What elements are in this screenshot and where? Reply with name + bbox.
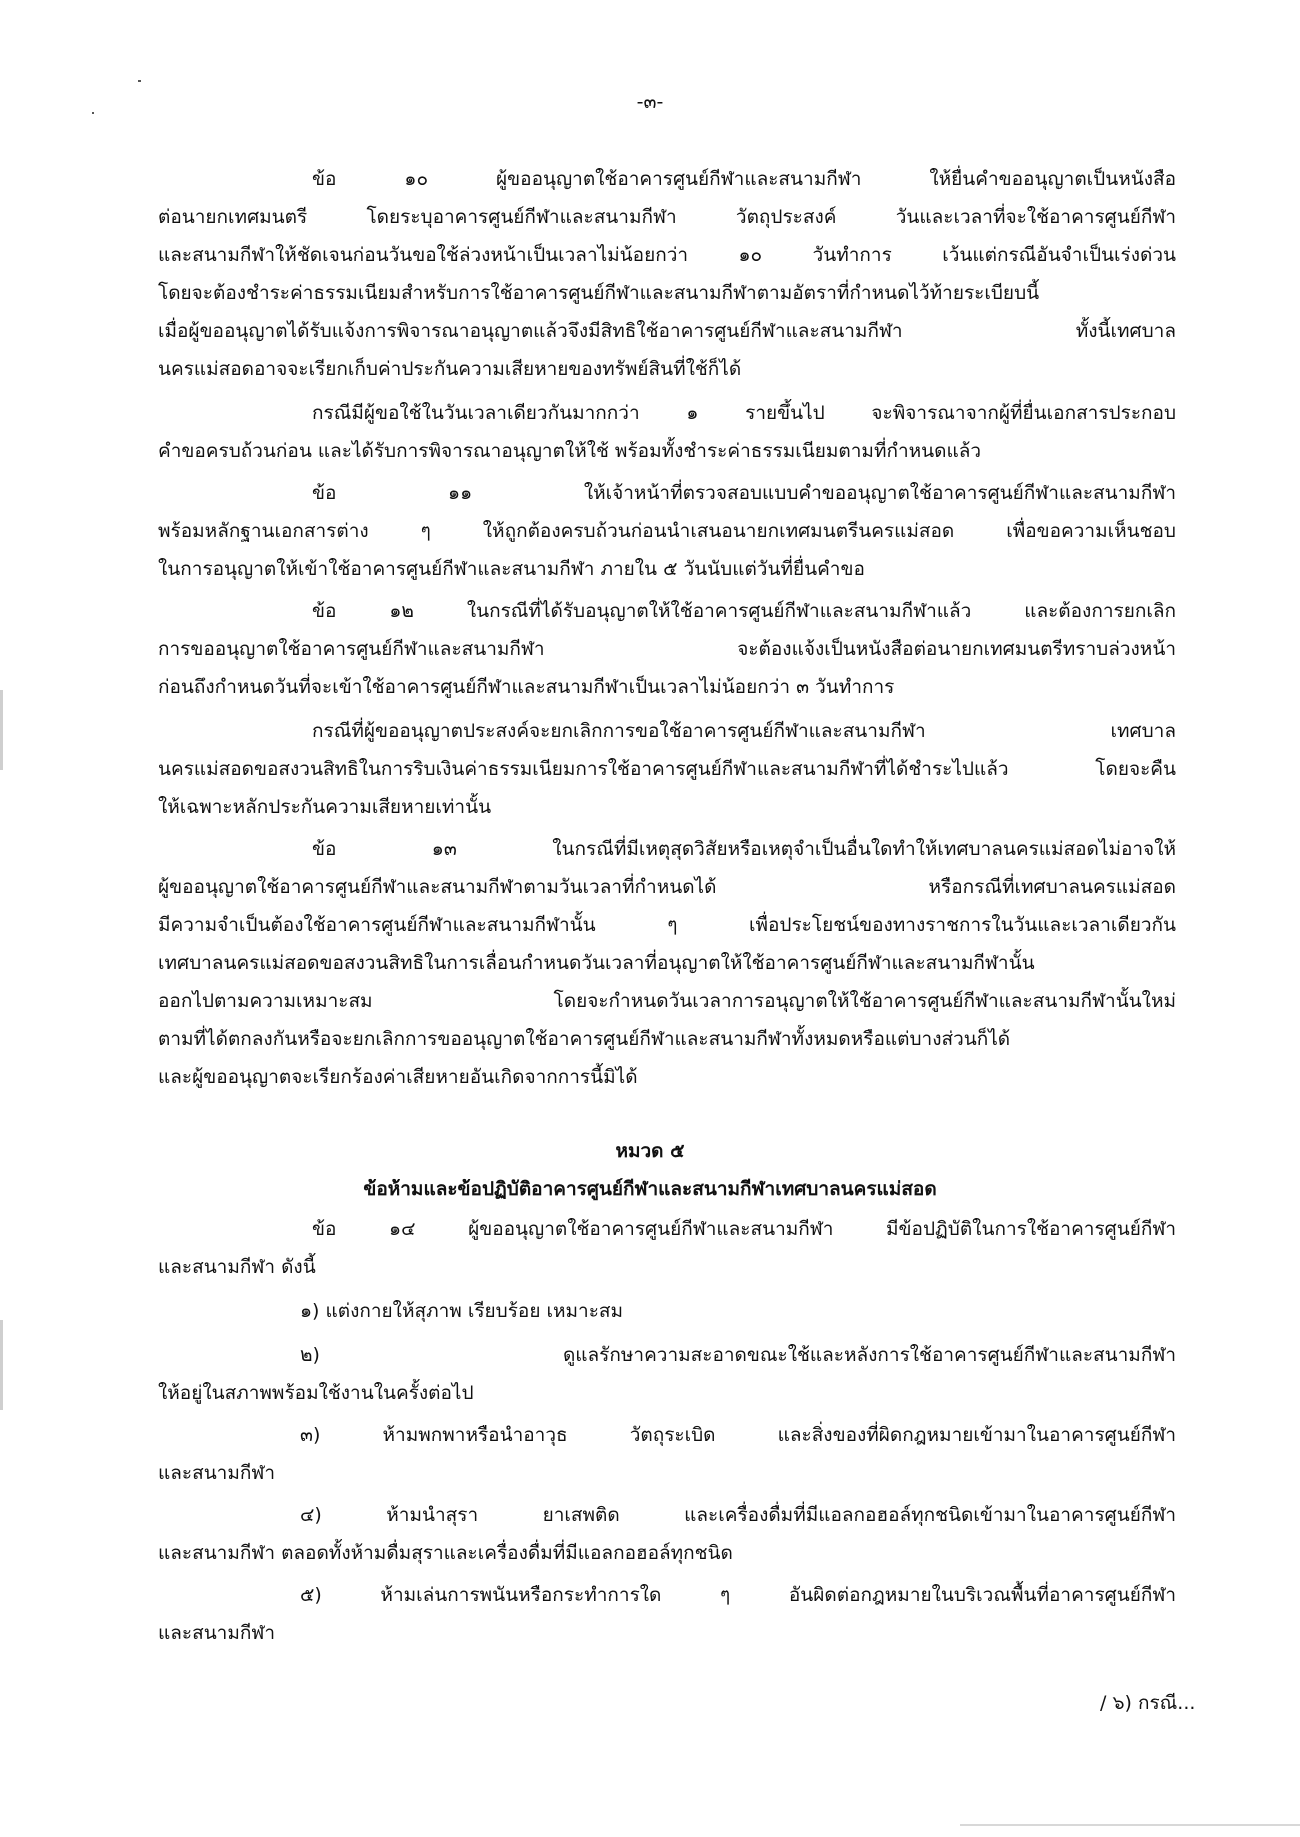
clause-10-para2-line-1: กรณีมีผู้ขอใช้ในวันเวลาเดียวกันมากกว่า ๑ รายขึ้นไป จะพิจารณาจากผู้ที่ยื่นเอกสารประกอบ <box>312 402 1176 424</box>
clause-13-line-2: ผู้ขออนุญาตใช้อาคารศูนย์กีฬาและสนามกีฬาตามวันเวลาที่กำหนดได้ หรือกรณีที่เทศบาลนครแม่สอด <box>158 876 1176 898</box>
clause-14-item-5-line-1: ๕) ห้ามเล่นการพนันหรือกระทำการใด ๆ อันผิดต่อกฎหมายในบริเวณพื้นที่อาคารศูนย์กีฬา <box>300 1584 1176 1606</box>
clause-13-line-6: ตามที่ได้ตกลงกันหรือจะยกเลิกการขออนุญาตใช้อาคารศูนย์กีฬาและสนามกีฬาทั้งหมดหรือแต่บางส่วนก็ได้ <box>158 1028 1011 1050</box>
page-number: -๓- <box>636 91 664 113</box>
clause-11-line-1: ข้อ ๑๑ ให้เจ้าหน้าที่ตรวจสอบแบบคำขออนุญาตใช้อาคารศูนย์กีฬาและสนามกีฬา <box>312 482 1176 504</box>
clause-11-line-2: พร้อมหลักฐานเอกสารต่าง ๆ ให้ถูกต้องครบถ้วนก่อนนำเสนอนายกเทศมนตรีนครแม่สอด เพื่อขอความเห็นชอบ <box>158 520 1176 542</box>
clause-14-line-1: ข้อ ๑๔ ผู้ขออนุญาตใช้อาคารศูนย์กีฬาและสนามกีฬา มีข้อปฏิบัติในการใช้อาคารศูนย์กีฬา <box>312 1218 1176 1240</box>
scan-speck <box>138 80 141 82</box>
clause-12-line-1: ข้อ ๑๒ ในกรณีที่ได้รับอนุญาตให้ใช้อาคารศูนย์กีฬาและสนามกีฬาแล้ว และต้องการยกเลิก <box>312 600 1176 622</box>
clause-12-line-3: ก่อนถึงกำหนดวันที่จะเข้าใช้อาคารศูนย์กีฬาและสนามกีฬาเป็นเวลาไม่น้อยกว่า ๓ วันทำการ <box>158 676 895 698</box>
clause-13-line-3: มีความจำเป็นต้องใช้อาคารศูนย์กีฬาและสนามกีฬานั้น ๆ เพื่อประโยชน์ของทางราชการในวันและเวลาเดียวกัน <box>158 914 1176 936</box>
clause-14-item-3-line-2: และสนามกีฬา <box>158 1462 276 1484</box>
clause-10-line-1: ข้อ ๑๐ ผู้ขออนุญาตใช้อาคารศูนย์กีฬาและสนามกีฬา ให้ยื่นคำขออนุญาตเป็นหนังสือ <box>312 168 1176 190</box>
clause-10-para2-line-2: คำขอครบถ้วนก่อน และได้รับการพิจารณาอนุญาตให้ใช้ พร้อมทั้งชำระค่าธรรมเนียมตามที่กำหนดแล้ว <box>158 440 982 462</box>
clause-13-line-5: ออกไปตามความเหมาะสม โดยจะกำหนดวันเวลาการอนุญาตให้ใช้อาคารศูนย์กีฬาและสนามกีฬานั้นใหม่ <box>158 990 1176 1012</box>
clause-10-line-6: นครแม่สอดอาจจะเรียกเก็บค่าประกันความเสียหายของทรัพย์สินที่ใช้ก็ได้ <box>158 358 742 380</box>
scan-bottom-rule <box>960 1824 1300 1826</box>
clause-14-item-3-line-1: ๓) ห้ามพกพาหรือนำอาวุธ วัตถุระเบิด และสิ่งของที่ผิดกฎหมายเข้ามาในอาคารศูนย์กีฬา <box>300 1424 1176 1446</box>
clause-12-para2-line-2: นครแม่สอดขอสงวนสิทธิในการริบเงินค่าธรรมเนียมการใช้อาคารศูนย์กีฬาและสนามกีฬาที่ได้ชำระไปแล้ว โดยจะคืน <box>158 758 1176 780</box>
clause-14-item-1: ๑) แต่งกายให้สุภาพ เรียบร้อย เหมาะสม <box>300 1300 624 1322</box>
clause-14-item-2-line-2: ให้อยู่ในสภาพพร้อมใช้งานในครั้งต่อไป <box>158 1382 474 1404</box>
clause-11-line-3: ในการอนุญาตให้เข้าใช้อาคารศูนย์กีฬาและสนามกีฬา ภายใน ๕ วันนับแต่วันที่ยื่นคำขอ <box>158 558 865 580</box>
chapter-5-subtitle: ข้อห้ามและข้อปฏิบัติอาคารศูนย์กีฬาและสนามกีฬาเทศบาลนครแม่สอด <box>363 1178 937 1200</box>
clause-14-line-2: และสนามกีฬา ดังนี้ <box>158 1256 316 1278</box>
clause-12-line-2: การขออนุญาตใช้อาคารศูนย์กีฬาและสนามกีฬา จะต้องแจ้งเป็นหนังสือต่อนายกเทศมนตรีทราบล่วงหน้า <box>158 638 1176 660</box>
clause-12-para2-line-3: ให้เฉพาะหลักประกันความเสียหายเท่านั้น <box>158 796 492 818</box>
clause-12-para2-line-1: กรณีที่ผู้ขออนุญาตประสงค์จะยกเลิกการขอใช้อาคารศูนย์กีฬาและสนามกีฬา เทศบาล <box>312 720 1176 742</box>
chapter-5-title: หมวด ๕ <box>615 1140 685 1162</box>
clause-10-line-3: และสนามกีฬาให้ชัดเจนก่อนวันขอใช้ล่วงหน้าเป็นเวลาไม่น้อยกว่า ๑๐ วันทำการ เว้นแต่กรณีอันจำเป็นเร่งด่วน <box>158 244 1176 266</box>
clause-10-line-4: โดยจะต้องชำระค่าธรรมเนียมสำหรับการใช้อาคารศูนย์กีฬาและสนามกีฬาตามอัตราที่กำหนดไว้ท้ายระเบียบนี้ <box>158 282 1040 304</box>
scan-edge-shadow <box>0 1320 3 1410</box>
clause-14-item-4-line-2: และสนามกีฬา ตลอดทั้งห้ามดื่มสุราและเครื่องดื่มที่มีแอลกอฮอล์ทุกชนิด <box>158 1542 733 1564</box>
clause-13-line-1: ข้อ ๑๓ ในกรณีที่มีเหตุสุดวิสัยหรือเหตุจำเป็นอื่นใดทำให้เทศบาลนครแม่สอดไม่อาจให้ <box>312 838 1176 860</box>
clause-14-item-5-line-2: และสนามกีฬา <box>158 1622 276 1644</box>
continuation-marker: / ๖) กรณี... <box>1100 1692 1196 1714</box>
scan-edge-shadow <box>0 690 3 770</box>
clause-13-line-7: และผู้ขออนุญาตจะเรียกร้องค่าเสียหายอันเกิดจากการนี้มิได้ <box>158 1066 638 1088</box>
clause-13-line-4: เทศบาลนครแม่สอดขอสงวนสิทธิในการเลื่อนกำหนดวันเวลาที่อนุญาตให้ใช้อาคารศูนย์กีฬาและสนามกีฬานั้น <box>158 952 1035 974</box>
clause-14-item-4-line-1: ๔) ห้ามนำสุรา ยาเสพติด และเครื่องดื่มที่มีแอลกอฮอล์ทุกชนิดเข้ามาในอาคารศูนย์กีฬา <box>300 1504 1176 1526</box>
clause-10-line-5: เมื่อผู้ขออนุญาตได้รับแจ้งการพิจารณาอนุญาตแล้วจึงมีสิทธิใช้อาคารศูนย์กีฬาและสนามกีฬา ทั้งนี้เทศบาล <box>158 320 1176 342</box>
clause-10-line-2: ต่อนายกเทศมนตรี โดยระบุอาคารศูนย์กีฬาและสนามกีฬา วัตถุประสงค์ วันและเวลาที่จะใช้อาคารศูนย์กีฬา <box>158 206 1176 228</box>
clause-14-item-2-line-1: ๒) ดูแลรักษาความสะอาดขณะใช้และหลังการใช้อาคารศูนย์กีฬาและสนามกีฬา <box>300 1344 1176 1366</box>
